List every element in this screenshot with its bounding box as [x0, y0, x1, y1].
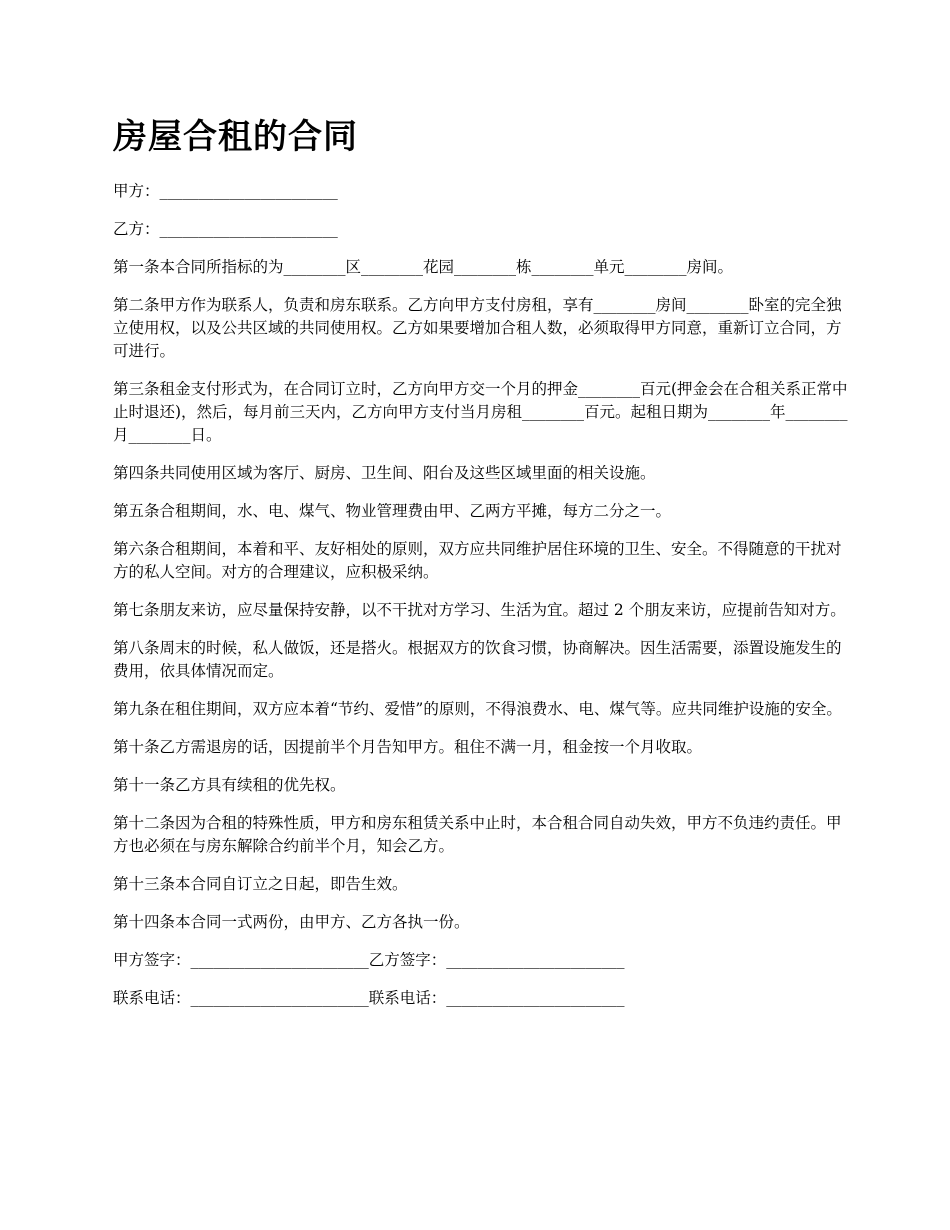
clause-14: 第十四条本合同一式两份，由甲方、乙方各执一份。: [113, 913, 470, 931]
clause-8: 第八条周末的时候，私人做饭，还是搭火。根据双方的饮食习惯，协商解决。因生活需要，添置设施发生的费用，依具体情况而定。: [113, 639, 842, 680]
phone-line: 联系电话：_______________________联系电话：_______________________: [113, 989, 625, 1007]
clause-3: 第三条租金支付形式为，在合同订立时，乙方向甲方交一个月的押金________百元(押金会在合租关系正常中止时退还)，然后，每月前三天内，乙方向甲方支付当月房租________百元。起租日期为________年________月________日。: [113, 380, 848, 444]
clause-13: 第十三条本合同自订立之日起，即告生效。: [113, 875, 408, 893]
clause-11: 第十一条乙方具有续租的优先权。: [113, 776, 346, 794]
clause-2: 第二条甲方作为联系人，负责和房东联系。乙方向甲方支付房租，享有________房间________卧室的完全独立使用权，以及公共区域的共同使用权。乙方如果要增加合租人数，必须取得甲方同意，重新订立合同，方可进行。: [113, 296, 842, 360]
party-b-line: 乙方：_______________________: [113, 220, 338, 238]
document-title: 房屋合租的合同: [113, 117, 358, 157]
clause-10: 第十条乙方需退房的话，因提前半个月告知甲方。租住不满一月，租金按一个月收取。: [113, 738, 703, 756]
clause-12: 第十二条因为合租的特殊性质，甲方和房东租赁关系中止时，本合租合同自动失效，甲方不负违约责任。甲方也必须在与房东解除合约前半个月，知会乙方。: [113, 814, 842, 855]
clause-4: 第四条共同使用区域为客厅、厨房、卫生间、阳台及这些区域里面的相关设施。: [113, 464, 656, 482]
party-a-line: 甲方：_______________________: [113, 182, 338, 200]
clause-5: 第五条合租期间，水、电、煤气、物业管理费由甲、乙两方平摊，每方二分之一。: [113, 502, 672, 520]
clause-6: 第六条合租期间，本着和平、友好相处的原则，双方应共同维护居住环境的卫生、安全。不得随意的干扰对方的私人空间。对方的合理建议，应积极采纳。: [113, 540, 842, 581]
clause-9: 第九条在租住期间，双方应本着“节约、爱惜”的原则，不得浪费水、电、煤气等。应共同维护设施的安全。: [113, 700, 842, 718]
clause-1: 第一条本合同所指标的为________区________花园________栋________单元________房间。: [113, 258, 734, 276]
clause-7: 第七条朋友来访，应尽量保持安静，以不干扰对方学习、生活为宜。超过 2 个朋友来访，应提前告知对方。: [113, 601, 846, 619]
signature-line: 甲方签字：_______________________乙方签字：_______________________: [113, 951, 625, 969]
document-page: [113, 112, 853, 1025]
